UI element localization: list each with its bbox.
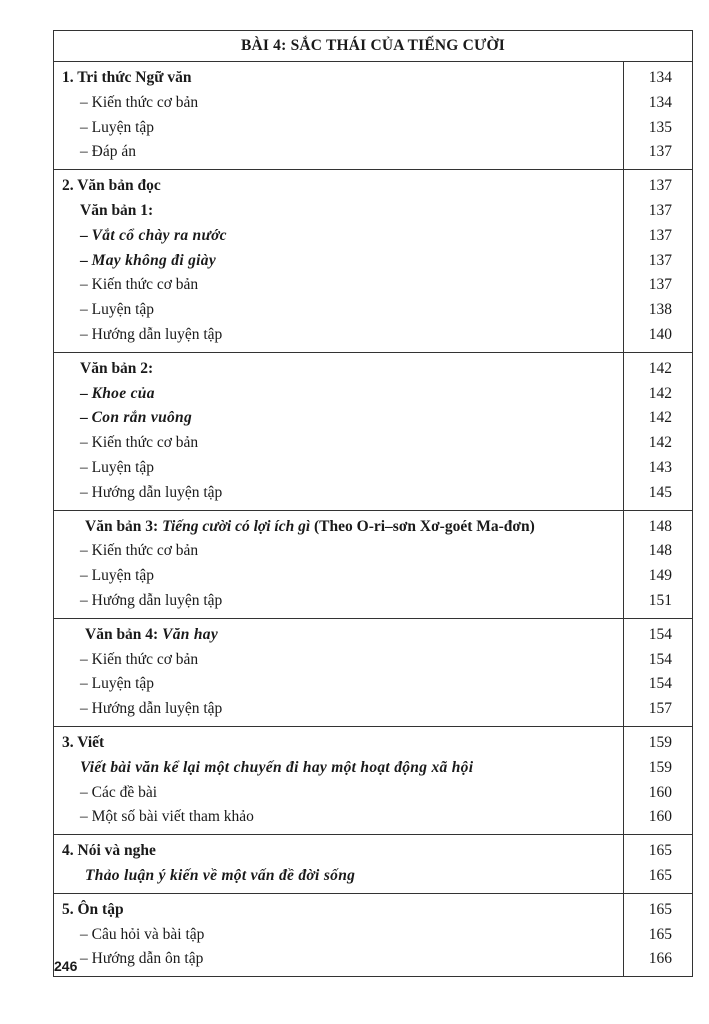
work-title: May không đi giày: [91, 251, 216, 269]
toc-entry: [54, 382, 623, 407]
page-ref: 145: [648, 483, 672, 501]
page-ref: 137: [648, 226, 672, 244]
page-ref: 159: [648, 733, 672, 751]
page-ref: 165: [648, 900, 672, 918]
section-van-ban-2: [54, 353, 692, 511]
toc-entry: [54, 249, 623, 274]
toc-heading: 2. Văn bản đọc: [62, 177, 161, 195]
section-van-ban-4: [54, 619, 692, 727]
page-ref: 137: [648, 177, 672, 195]
page-ref: 154: [648, 675, 672, 693]
toc-entry: – Luyện tập: [80, 118, 155, 136]
toc-entry: – Câu hỏi và bài tập: [80, 925, 205, 943]
page-ref: 137: [648, 251, 672, 269]
toc-entry: – Kiến thức cơ bản: [80, 276, 199, 294]
page-ref: 159: [648, 758, 672, 776]
page-ref: 154: [648, 650, 672, 668]
page-ref: 148: [648, 517, 672, 535]
section-tri-thuc-ngu-van: [54, 62, 692, 170]
page-ref: 142: [648, 384, 672, 402]
work-title: Văn hay: [162, 625, 219, 643]
toc-heading: 5. Ôn tập: [62, 900, 124, 918]
toc-entry: – Hướng dẫn luyện tập: [80, 483, 223, 501]
work-title: Con rắn vuông: [91, 409, 193, 427]
section-van-ban-3: [54, 511, 692, 619]
toc-entry: – Luyện tập: [80, 675, 155, 693]
section-noi-va-nghe: [54, 835, 692, 894]
toc-subheading: Viết bài văn kể lại một chuyến đi hay một hoạt động xã hội: [80, 758, 474, 776]
toc-entry: – Hướng dẫn luyện tập: [80, 700, 223, 718]
toc-entry: – Một số bài viết tham khảo: [80, 808, 254, 826]
toc-subheading: Văn bản 1:: [80, 201, 154, 219]
work-source: (Theo O-ri–sơn Xơ-goét Ma-đơn): [310, 517, 535, 535]
page-ref: 142: [648, 434, 672, 452]
toc-entry: – Kiến thức cơ bản: [80, 542, 199, 560]
toc-entry: – Hướng dẫn luyện tập: [80, 325, 223, 343]
toc-heading: 3. Viết: [62, 733, 105, 751]
work-title: Vắt cổ chày ra nước: [91, 226, 227, 244]
page-ref: 165: [648, 842, 672, 860]
work-title: Khoe của: [91, 384, 155, 402]
dash: –: [80, 409, 92, 427]
page-ref: 160: [648, 783, 672, 801]
toc-entry: [54, 406, 623, 431]
page-ref: 138: [648, 301, 672, 319]
page-ref: 157: [648, 700, 672, 718]
page-ref: 166: [648, 950, 672, 968]
work-title: Tiếng cười có lợi ích gì: [162, 517, 311, 535]
page-ref: 149: [648, 567, 672, 585]
toc-subheading: Văn bản 2:: [80, 359, 154, 377]
page-ref: 165: [648, 925, 672, 943]
toc-entry: – Hướng dẫn luyện tập: [80, 591, 223, 609]
toc-entry: – Kiến thức cơ bản: [80, 93, 199, 111]
table-of-contents: [53, 30, 693, 977]
toc-heading: 1. Tri thức Ngữ văn: [62, 69, 192, 86]
subheading-label: Văn bản 3:: [85, 517, 163, 535]
subheading-label: Văn bản 4:: [85, 625, 163, 643]
dash: –: [80, 226, 92, 244]
page-ref: 143: [648, 458, 672, 476]
page-ref: 140: [648, 325, 672, 343]
section-van-ban-doc: [54, 170, 692, 353]
page-ref: 148: [648, 542, 672, 560]
page-ref: 151: [648, 591, 672, 609]
lesson-title: BÀI 4: SẮC THÁI CỦA TIẾNG CƯỜI: [54, 31, 692, 62]
page-ref: 165: [648, 866, 672, 884]
toc-subheading: Thảo luận ý kiến về một vấn đề đời sống: [85, 866, 356, 884]
toc-subheading: [54, 515, 623, 540]
page-ref: 160: [648, 808, 672, 826]
dash: –: [80, 384, 92, 402]
page-ref: 137: [648, 276, 672, 294]
page-ref: 135: [648, 118, 672, 136]
page-ref: 154: [648, 625, 672, 643]
page-number: 246: [54, 958, 78, 974]
page-ref: 134: [648, 93, 672, 111]
page-ref: 134: [648, 69, 672, 86]
toc-subheading: [54, 623, 623, 648]
toc-entry: – Kiến thức cơ bản: [80, 434, 199, 452]
toc-entry: – Kiến thức cơ bản: [80, 650, 199, 668]
dash: –: [80, 251, 92, 269]
toc-entry: – Hướng dẫn ôn tập: [80, 950, 204, 968]
toc-entry: – Đáp án: [80, 143, 136, 161]
toc-entry: – Luyện tập: [80, 458, 155, 476]
page-ref: 137: [648, 143, 672, 161]
toc-entry: – Các đề bài: [80, 783, 158, 801]
toc-entry: – Luyện tập: [80, 567, 155, 585]
toc-entry: – Luyện tập: [80, 301, 155, 319]
page-ref: 137: [648, 201, 672, 219]
section-on-tap: [54, 894, 692, 976]
page-ref: 142: [648, 359, 672, 377]
toc-heading: 4. Nói và nghe: [62, 842, 156, 860]
page-ref: 142: [648, 409, 672, 427]
section-viet: [54, 727, 692, 835]
toc-entry: [54, 224, 623, 249]
